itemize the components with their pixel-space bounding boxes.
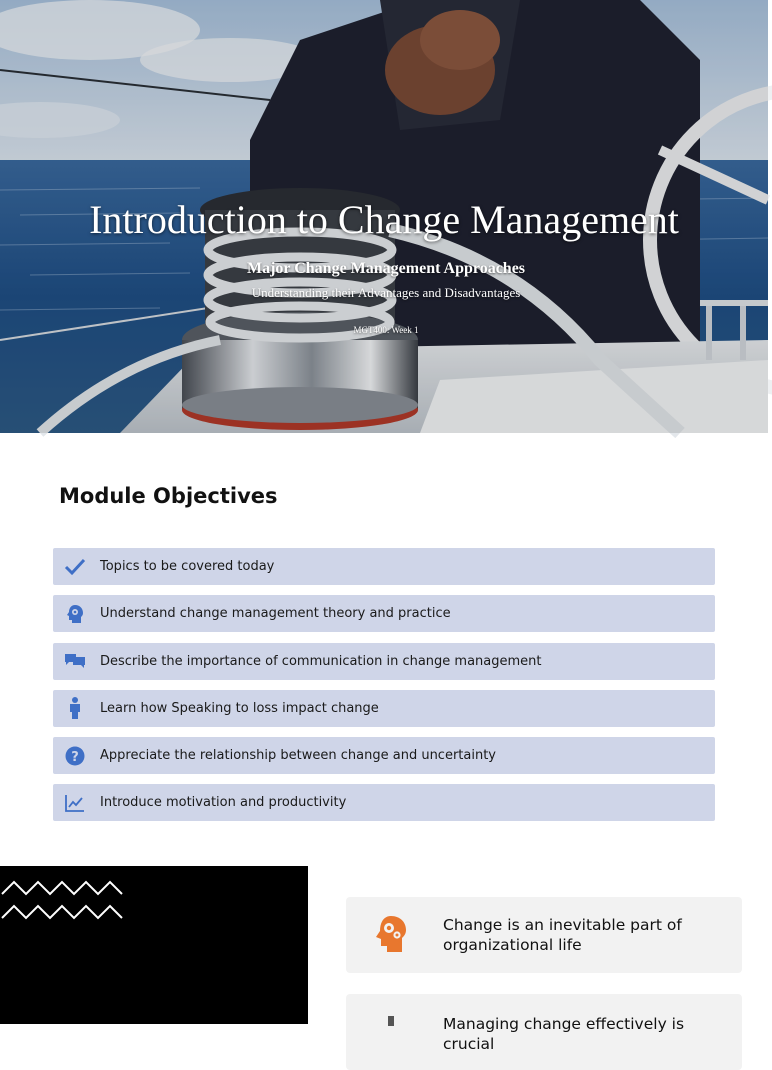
trend-chart-icon [64,792,86,814]
gear-icon [374,1016,410,1056]
question-icon [64,745,86,767]
black-accent-panel [0,866,308,1024]
title-slide [0,0,768,433]
objective-item [53,595,715,632]
objective-label: Understand change management theory and practice [100,606,451,622]
card-text: Managing change effectively is crucial [443,1015,685,1053]
checkmark-icon [64,556,86,578]
course-label: MGT400: Week 1 [353,325,419,335]
objective-label: Learn how Speaking to loss impact change [100,700,379,716]
title-block [0,0,768,433]
objective-list [53,548,715,832]
info-card [346,994,742,1070]
objective-item [53,784,715,821]
head-gears-icon [374,915,410,955]
objective-label: Describe the importance of communication in change management [100,653,542,669]
objective-item [53,737,715,774]
svg-text:?: ? [71,749,79,765]
objective-item [53,548,715,585]
card-text: Change is an inevitable part of organizational life [443,916,682,954]
objectives-heading: Module Objectives [59,484,278,508]
objective-label: Appreciate the relationship between change and uncertainty [100,748,497,764]
slide-title: Introduction to Change Management [89,197,679,242]
person-icon [64,697,86,719]
zigzag-decoration [0,880,125,920]
chat-bubbles-icon [64,650,86,672]
objective-label: Introduce motivation and productivity [100,795,347,811]
objective-item [53,643,715,680]
objective-label: Topics to be covered today [100,559,275,574]
objective-item [53,690,715,727]
info-card [346,897,742,973]
slide-subtitle: Major Change Management Approaches [246,260,526,277]
head-gears-icon [64,603,86,625]
slide-tagline: Understanding their Advantages and Disadvantages [251,285,521,300]
